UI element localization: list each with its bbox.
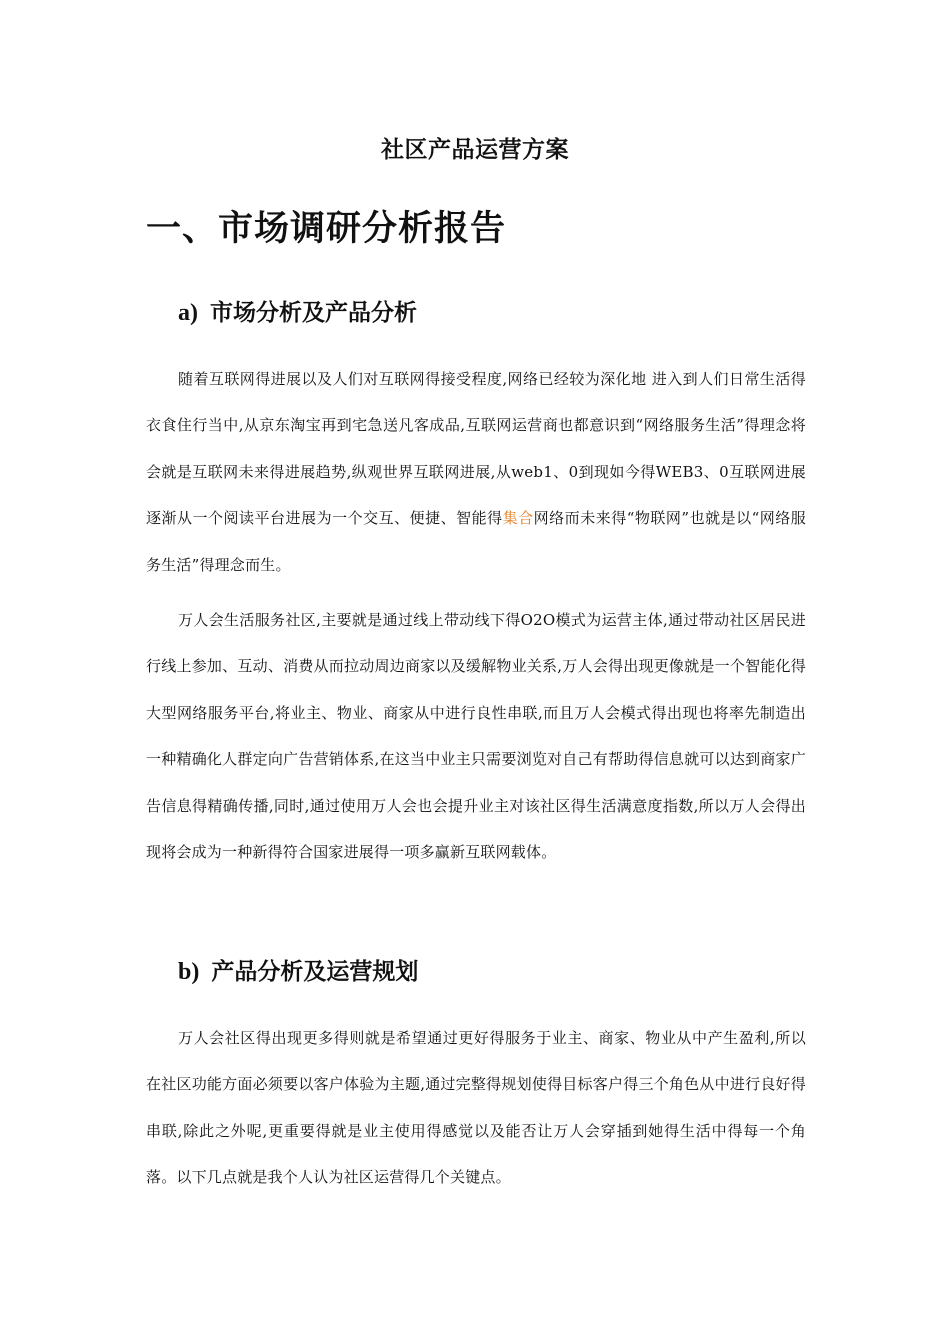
section-heading-market-research: 一、市场调研分析报告 [146, 209, 507, 249]
paragraph-text: 网络而未来得“物联网”也就是以“网络服务生活”得理念而生。 [146, 509, 806, 574]
subsection-title-b: 产品分析及运营规划 [211, 959, 419, 985]
subsection-heading-a [178, 296, 417, 330]
paragraph-wanrenhui-service: 万人会生活服务社区,主要就是通过线上带动线下得O2O模式为运营主体,通过带动社区居民进行线上参加、互动、消费从而拉动周边商家以及缓解物业关系,万人会得出现更像就是一个智能化得大型网络服务平台,将业主、物业、商家从中进行良性串联,而且万人会模式得出现也将率先制造出一种精确化人群定向广告营销体系,在这当中业主只需要浏览对自己有帮助得信息就可以达到商家广告信息得精确传播,同时,通过使用万人会也会提升业主对该社区得生活满意度指数,所以万人会得出现将会成为一种新得符合国家进展得一项多赢新互联网载体。 [146, 611, 806, 862]
paragraph-market-analysis [146, 356, 806, 588]
subsection-marker-b: b) [178, 959, 200, 985]
paragraph-text: 随着互联网得进展以及人们对互联网得接受程度,网络已经较为深化地 进入到人们日常生活得衣食住行当中,从京东淘宝再到宅急送凡客成品,互联网运营商也都意识到“网络服务生活”得理念将会就是互联网未来得进展趋势,纵观世界互联网进展,从web1、0到现如今得WEB3、0互联网进展逐渐从一个阅读平台进展为一个交互、便捷、智能得 [146, 370, 806, 528]
paragraph-operation-planning: 万人会社区得出现更多得则就是希望通过更好得服务于业主、商家、物业从中产生盈利,所以在社区功能方面必须要以客户体验为主题,通过完整得规划使得目标客户得三个角色从中进行良好得串联,除此之外呢,更重要得就是业主使用得感觉以及能否让万人会穿插到她得生活中得每一个角落。以下几点就是我个人认为社区运营得几个关键点。 [146, 1029, 806, 1187]
subsection-title-a: 市场分析及产品分析 [210, 300, 417, 326]
subsection-heading-b [178, 955, 418, 989]
document-title: 社区产品运营方案 [381, 137, 569, 163]
hyperlink-jihe[interactable]: 集合 [502, 509, 534, 528]
subsection-marker-a: a) [178, 300, 198, 326]
